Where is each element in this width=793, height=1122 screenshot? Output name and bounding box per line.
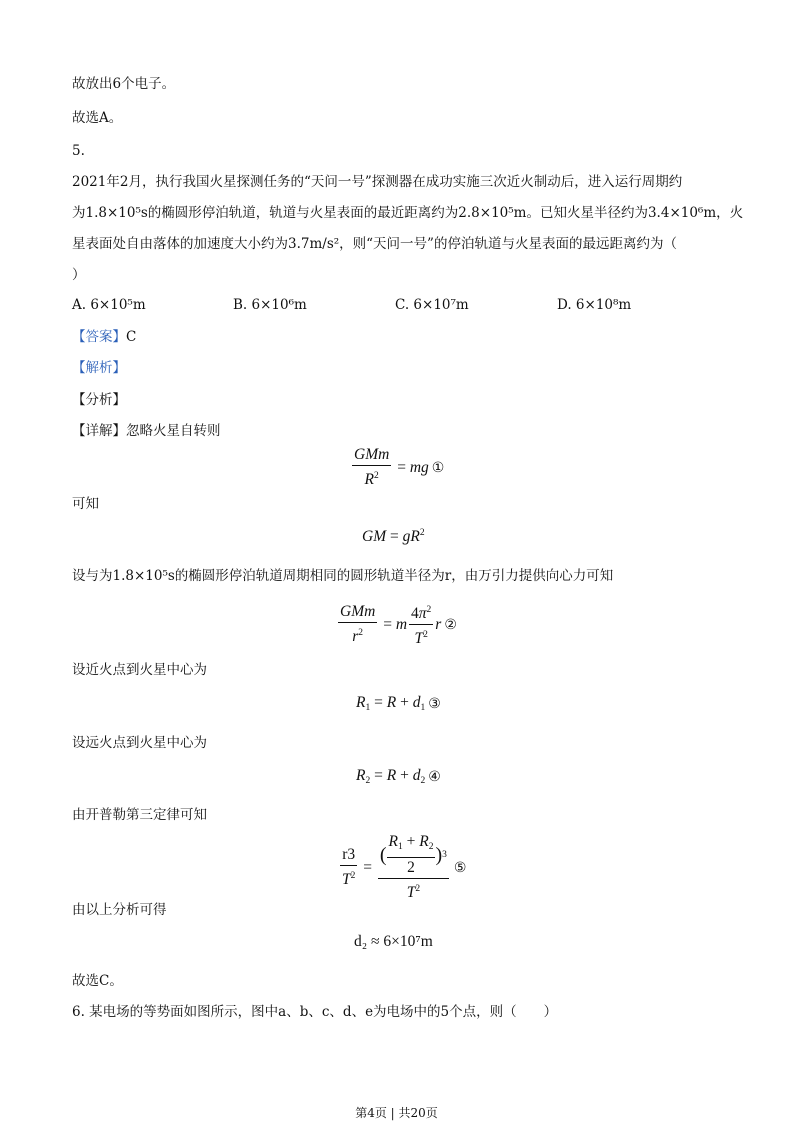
text-keji: 可知	[72, 496, 99, 512]
answer-value: C	[126, 329, 137, 345]
page-footer: 第4页 | 共20页	[355, 1106, 438, 1120]
text-set-r: 设与为1.8×10⁵s的椭圆形停泊轨道周期相同的圆形轨道半径为r，由万引力提供向心力可知	[72, 568, 614, 584]
equation-2: GM = $gR^2$	[362, 528, 425, 545]
question-5-line-1: 2021年2月，执行我国火星探测任务的“天问一号”探测器在成功实施三次近火制动后，进入运行周期约	[72, 174, 683, 190]
fenxi-label: 【分析】	[72, 392, 126, 408]
equation-1-label: ①	[431, 459, 445, 476]
equation-3: $\frac{\text{GMm}}{r^2}$ = m $\frac{4\pi^2}{T^2}$ r ②	[340, 603, 457, 647]
equation-5-label: ④	[428, 768, 441, 785]
equation-6-left-numerator: r3	[340, 846, 357, 866]
analysis-label: 【解析】	[72, 360, 126, 376]
equation-5: $R_2 = R + d_2$ ④	[356, 767, 441, 786]
detail-label: 【详解】	[72, 423, 126, 439]
detail-text: 忽略火星自转则	[126, 423, 221, 439]
option-a: A. 6×10⁵m	[72, 297, 146, 313]
question-5-line-4: ）	[72, 267, 86, 283]
text-result-intro: 由以上分析可得	[72, 902, 167, 918]
equation-7: d₂ ≈ 6×10⁷m	[354, 933, 433, 950]
option-b: B. 6×10⁶m	[233, 297, 307, 313]
text-near-point: 设近火点到火星中心为	[72, 662, 207, 678]
answer-line	[72, 327, 136, 347]
question-6: 6. 某电场的等势面如图所示，图中a、b、c、d、e为电场中的5个点，则（ ）	[72, 1004, 558, 1020]
question-5-line-2: 为1.8×10⁵s的椭圆形停泊轨道，轨道与火星表面的最近距离约为2.8×10⁵m。已知火星半径约为3.4×10⁶m，火	[72, 205, 744, 221]
text-kepler: 由开普勒第三定律可知	[72, 807, 207, 823]
question-number-5: 5.	[72, 143, 85, 159]
question-5-line-3: 星表面处自由落体的加速度大小约为3.7m/s²，则“天问一号”的停泊轨道与火星表面的最远距离约为（	[72, 236, 677, 252]
equation-4-label: ③	[428, 695, 441, 712]
detail-line	[72, 421, 221, 441]
equation-6: $\frac{r3}{T^2}$ = ( $\frac{R_1 + R_2}{2}$ ) 3 $T^2$ ⑤	[342, 833, 467, 901]
option-d: D. 6×10⁸m	[557, 297, 632, 313]
text-line-choose-a: 故选A。	[72, 110, 123, 126]
option-c: C. 6×10⁷m	[395, 297, 469, 313]
text-choose-c: 故选C。	[72, 973, 123, 989]
answer-label: 【答案】	[72, 329, 126, 345]
equation-6-label: ⑤	[453, 859, 467, 876]
equation-3-label: ②	[444, 616, 457, 633]
equation-4: $R_1 = R + d_1$ ③	[356, 694, 441, 713]
text-far-point: 设远火点到火星中心为	[72, 735, 207, 751]
equation-1: $\frac{\text{GMm}}{R^2}$ = mg ①	[354, 446, 445, 488]
text-line-electrons: 故放出6个电子。	[72, 76, 176, 92]
